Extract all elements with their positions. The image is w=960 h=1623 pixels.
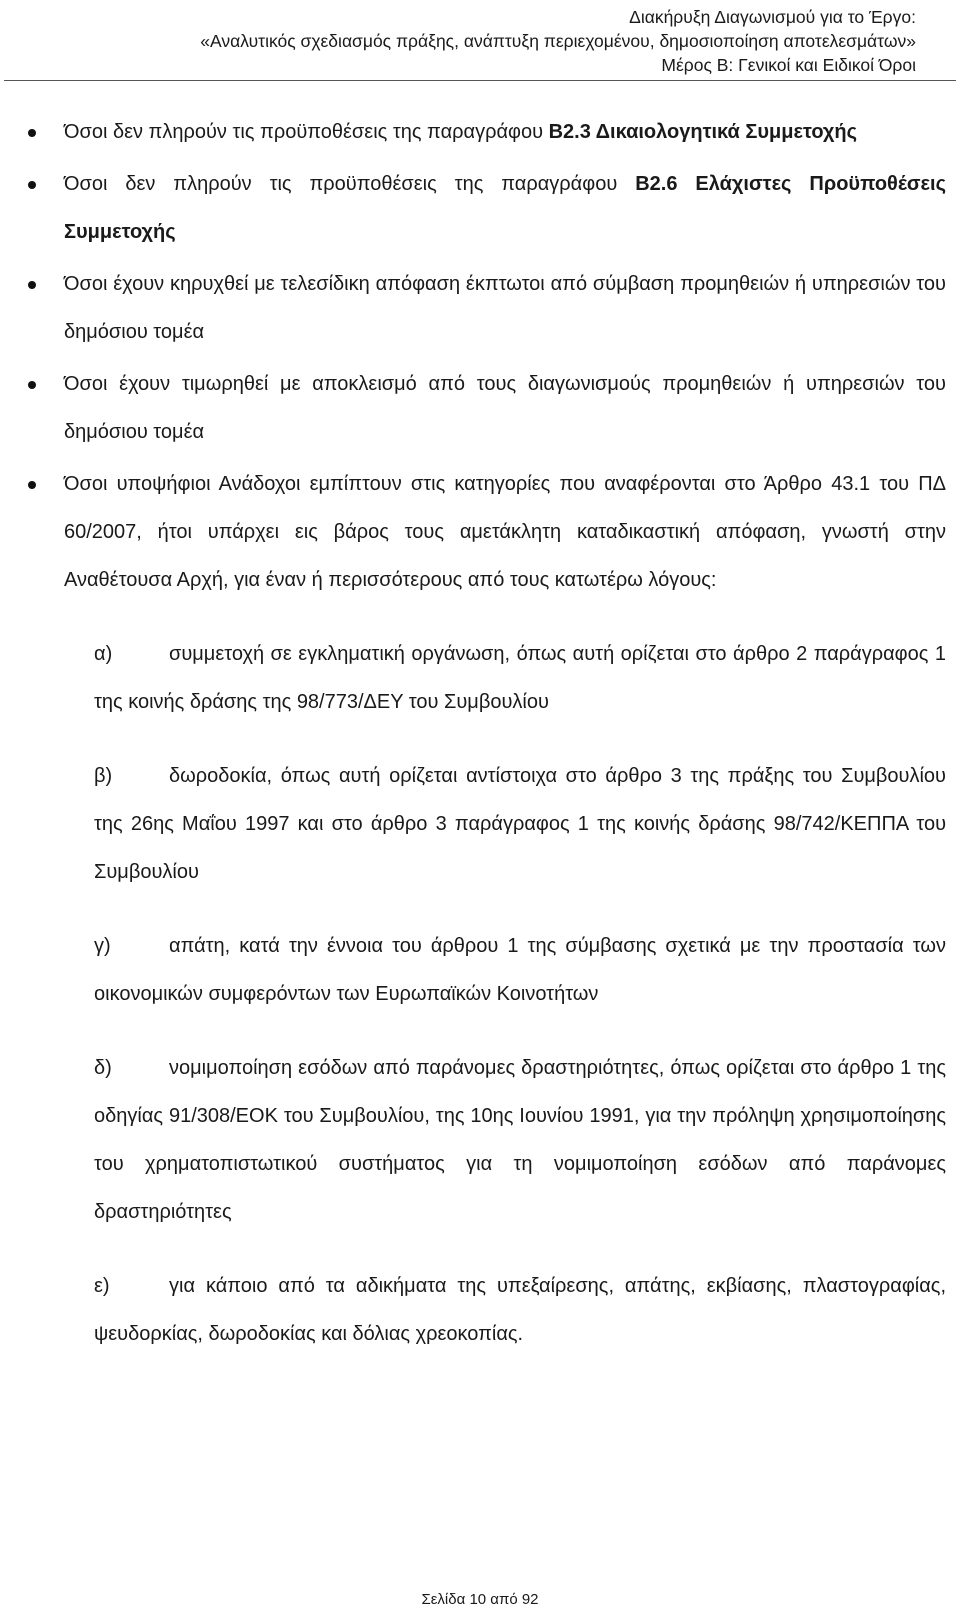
bullet-bold-text: Β2.6 Ελάχιστες Προϋποθέσεις Συμμετοχής [64,173,947,243]
bullet-item [64,260,946,356]
reason-item [94,752,946,896]
reason-item [94,1044,946,1236]
bullet-item [64,360,946,456]
header-line-2: «Αναλυτικός σχεδιασμός πράξης, ανάπτυξη περιεχομένου, δημοσιοποίηση αποτελεσμάτων» [200,31,916,51]
bullet-text: Όσοι έχουν τιμωρηθεί με αποκλεισμό από τους διαγωνισμούς προμηθειών ή υπηρεσιών του δημόσιου τομέα [64,373,946,443]
reason-label: β) [94,765,113,787]
reason-item [94,630,946,726]
page-header [0,0,960,80]
page-number: Σελίδα 10 από 92 [421,1591,539,1608]
reasons-list [64,630,946,1358]
bullet-icon [28,481,36,489]
bullet-item [64,160,946,256]
bullet-text: Όσοι δεν πληρούν τις προϋποθέσεις της παραγράφου [64,173,636,195]
reason-label: ε) [94,1275,110,1297]
reason-item [94,1262,946,1358]
bullet-text: Όσοι δεν πληρούν τις προϋποθέσεις της παραγράφου [64,121,549,143]
bullet-text: Όσοι υποψήφιοι Ανάδοχοι εμπίπτουν στις κατηγορίες που αναφέρονται στο Άρθρο 43.1 του ΠΔ 60/2007, ήτοι υπάρχει εις βάρος τους αμετάκλητη καταδικαστική απόφαση, γνωστή στην Αναθέτουσα Αρχή, για έναν ή περισσότερους από τους κατωτέρω λόγους: [64,473,946,591]
bullet-bold-text: Β2.3 Δικαιολογητικά Συμμετοχής [548,121,858,143]
bullet-item [64,108,946,156]
reason-text: για κάποιο από τα αδικήματα της υπεξαίρεσης, απάτης, εκβίασης, πλαστογραφίας, ψευδορκίας, δωροδοκίας και δόλιας χρεοκοπίας. [94,1275,946,1345]
header-line-3: Μέρος Β: Γενικοί και Ειδικοί Όροι [661,55,916,75]
reason-label: α) [94,643,113,665]
reason-text: δωροδοκία, όπως αυτή ορίζεται αντίστοιχα στο άρθρο 3 της πράξης του Συμβουλίου της 26ης Μαΐου 1997 και στο άρθρο 3 παράγραφος 1 της κοινής δράσης 98/742/ΚΕΠΠΑ του Συμβουλίου [94,765,946,883]
reason-text: απάτη, κατά την έννοια του άρθρου 1 της σύμβασης σχετικά με την προστασία των οικονομικών συμφερόντων των Ευρωπαϊκών Κοινοτήτων [94,935,946,1005]
bullet-icon [28,281,36,289]
exclusion-bullet-list [64,108,946,604]
reason-item [94,922,946,1018]
reason-label: δ) [94,1057,112,1079]
reason-text: νομιμοποίηση εσόδων από παράνομες δραστηριότητες, όπως ορίζεται στο άρθρο 1 της οδηγίας 91/308/ΕΟΚ του Συμβουλίου, της 10ης Ιουνίου 1991, για την πρόληψη χρησιμοποίησης του χρηματοπιστωτικού συστήματος για τη νομιμοποίηση εσόδων από παράνομες δραστηριότητες [94,1057,946,1223]
bullet-icon [28,381,36,389]
bullet-icon [28,181,36,189]
document-body [64,108,946,1384]
reason-text: συμμετοχή σε εγκληματική οργάνωση, όπως αυτή ορίζεται στο άρθρο 2 παράγραφος 1 της κοινής δράσης της 98/773/ΔΕΥ του Συμβουλίου [94,643,946,713]
header-divider [4,80,956,81]
bullet-item [64,460,946,604]
reason-label: γ) [94,935,111,957]
bullet-icon [28,129,36,137]
header-line-1: Διακήρυξη Διαγωνισμού για το Έργο: [629,7,916,27]
bullet-text: Όσοι έχουν κηρυχθεί με τελεσίδικη απόφαση έκπτωτοι από σύμβαση προμηθειών ή υπηρεσιών του δημόσιου τομέα [64,273,946,343]
